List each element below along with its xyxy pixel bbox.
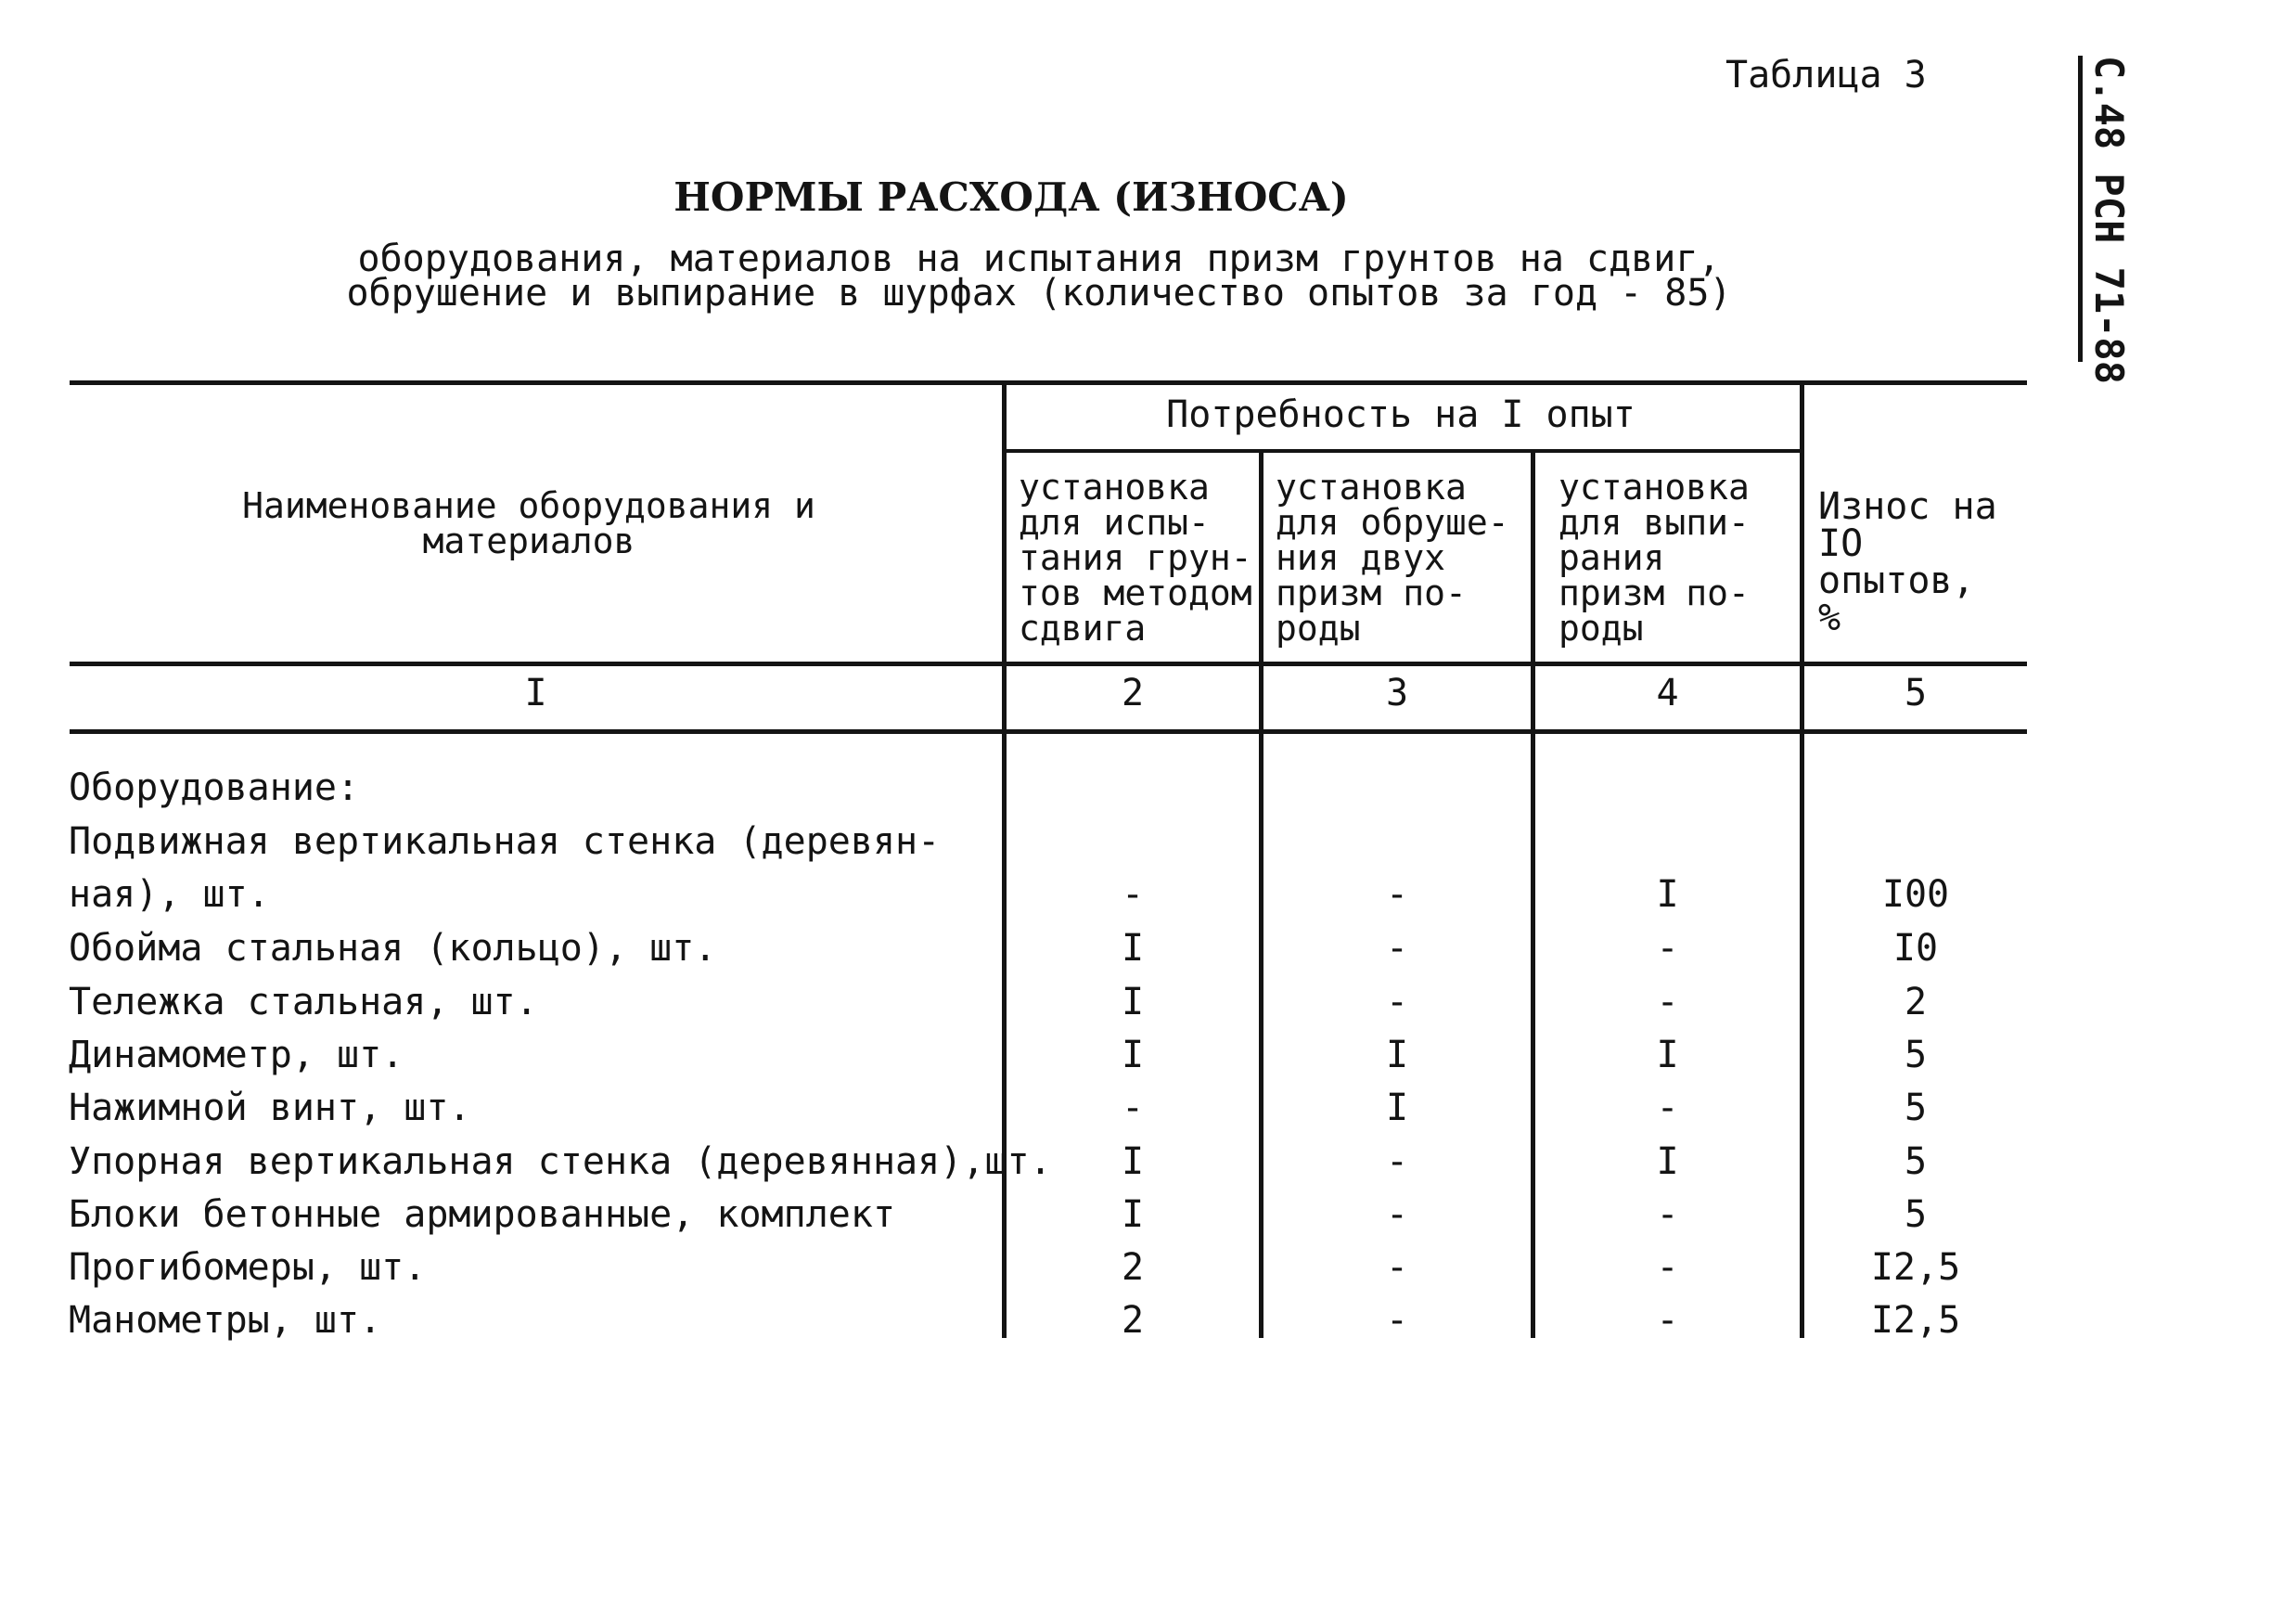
header-equipment-name: Наименование оборудования и материалов bbox=[242, 485, 815, 561]
column-number-3: 3 bbox=[1385, 672, 1409, 714]
table-row-name: Манометры, шт. bbox=[69, 1299, 382, 1342]
document-subtitle-line-2: обрушение и выпирание в шурфах (количество опытов за год - 85) bbox=[346, 272, 1732, 315]
table-cell: I0 bbox=[1892, 927, 1939, 970]
table-cell: 5 bbox=[1904, 1193, 1928, 1236]
table-row-name: Тележка стальная, шт. bbox=[69, 981, 538, 1023]
table-cell: I bbox=[1121, 1034, 1145, 1076]
column-number-1: I bbox=[524, 672, 547, 714]
side-code-text: С.48 РСН 71-88 bbox=[2086, 56, 2132, 385]
table-cell: 5 bbox=[1904, 1087, 1928, 1129]
table-label: Таблица 3 bbox=[1725, 54, 1927, 96]
side-rule bbox=[2078, 56, 2083, 362]
table-cell: 2 bbox=[1121, 1299, 1145, 1342]
table-cell: 5 bbox=[1904, 1140, 1928, 1183]
table-cell: - bbox=[1121, 873, 1145, 916]
table-cell: - bbox=[1385, 927, 1409, 970]
table-cell: - bbox=[1656, 981, 1679, 1023]
table-cell: I2,5 bbox=[1870, 1246, 1961, 1289]
header-col-collapse: установка для обруше- ния двух призм по- роды bbox=[1276, 467, 1509, 649]
table-cell: I2,5 bbox=[1870, 1299, 1961, 1342]
document-title: НОРМЫ РАСХОДА (ИЗНОСА) bbox=[673, 174, 1349, 220]
table-cell: I bbox=[1656, 873, 1679, 916]
column-number-5: 5 bbox=[1904, 672, 1928, 714]
table-cell: I00 bbox=[1881, 873, 1950, 916]
table-cell: I bbox=[1121, 981, 1145, 1023]
table-cell: I bbox=[1121, 927, 1145, 970]
table-cell: - bbox=[1385, 981, 1409, 1023]
table-cell: - bbox=[1656, 1193, 1679, 1236]
header-col-shear: установка для испы- тания грун- тов методом сдвига bbox=[1019, 467, 1252, 649]
table-cell: - bbox=[1385, 1299, 1409, 1342]
column-number-2: 2 bbox=[1121, 672, 1145, 714]
side-page-code bbox=[2078, 56, 2132, 385]
table-cell: I bbox=[1385, 1087, 1409, 1129]
header-col-wear: Износ на IO опытов, % bbox=[1818, 485, 1997, 639]
table-cell: I bbox=[1121, 1193, 1145, 1236]
table-cell: I bbox=[1121, 1140, 1145, 1183]
table-row-name: Нажимной винт, шт. bbox=[69, 1087, 471, 1129]
table-cell: - bbox=[1656, 1087, 1679, 1129]
table-cell: 2 bbox=[1121, 1246, 1145, 1289]
table-row-name: Обойма стальная (кольцо), шт. bbox=[69, 927, 717, 970]
table-cell: - bbox=[1385, 873, 1409, 916]
table-cell: 5 bbox=[1904, 1034, 1928, 1076]
column-numbers-rule bbox=[70, 729, 2027, 734]
table-cell: I bbox=[1656, 1034, 1679, 1076]
header-need-per-test: Потребность на I опыт bbox=[1166, 393, 1635, 436]
table-cell: I bbox=[1385, 1034, 1409, 1076]
table-cell: - bbox=[1656, 927, 1679, 970]
table-cell: I bbox=[1656, 1140, 1679, 1183]
table-top-rule bbox=[70, 380, 2027, 385]
table-cell: - bbox=[1121, 1087, 1145, 1129]
table-cell: - bbox=[1385, 1140, 1409, 1183]
table-cell: - bbox=[1656, 1246, 1679, 1289]
group-header-rule bbox=[1005, 449, 1802, 453]
table-row-name: ная), шт. bbox=[69, 873, 270, 916]
table-row-name: Упорная вертикальная стенка (деревянная),шт. bbox=[69, 1140, 1052, 1183]
table-cell: - bbox=[1385, 1246, 1409, 1289]
document-subtitle-line-1: оборудования, материалов на испытания призм грунтов на сдвиг, bbox=[357, 238, 1721, 280]
table-row-name: Блоки бетонные армированные, комплект bbox=[69, 1193, 896, 1236]
table-cell: - bbox=[1656, 1299, 1679, 1342]
header-bottom-rule bbox=[70, 662, 2027, 666]
table-cell: 2 bbox=[1904, 981, 1928, 1023]
table-row-name: Динамометр, шт. bbox=[69, 1034, 404, 1076]
column-number-4: 4 bbox=[1656, 672, 1679, 714]
section-label-equipment: Оборудование: bbox=[69, 766, 360, 809]
table-row-name: Прогибомеры, шт. bbox=[69, 1246, 427, 1289]
header-col-extrusion: установка для выпи- рания призм по- роды bbox=[1558, 467, 1750, 649]
table-cell: - bbox=[1385, 1193, 1409, 1236]
table-row-name: Подвижная вертикальная стенка (деревян- bbox=[69, 820, 941, 863]
